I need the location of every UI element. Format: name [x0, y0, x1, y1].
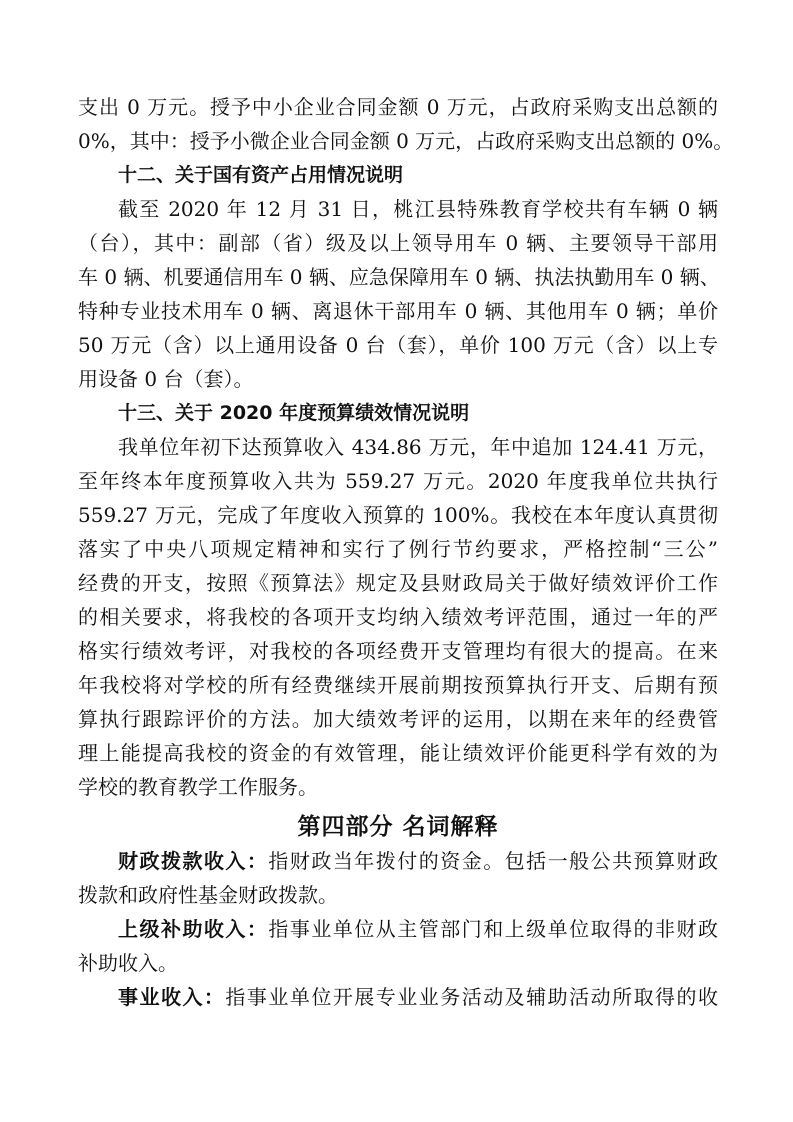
paragraph-line: 学校的教育教学工作服务。: [78, 775, 318, 799]
paragraph-line: 0%，其中：授予小微企业合同金额 0 万元，占政府采购支出总额的 0%。: [78, 129, 734, 153]
paragraph-line: 我单位年初下达预算收入 434.86 万元，年中追加 124.41 万元，: [118, 435, 718, 459]
paragraph-line: 格实行绩效考评，对我校的各项经费开支管理均有很大的提高。在来: [78, 639, 718, 663]
paragraph-line: 支出 0 万元。授予中小企业合同金额 0 万元，占政府采购支出总额的: [78, 95, 718, 119]
paragraph-line: 用设备 0 台（套）。: [78, 367, 254, 391]
paragraph-line: 559.27 万元，完成了年度收入预算的 100%。我校在本年度认真贯彻: [78, 503, 718, 527]
part4-title: 第四部分 名词解释: [297, 814, 499, 840]
definition-line: 补助收入。: [78, 951, 178, 975]
paragraph-line: 的相关要求，将我校的各项开支均纳入绩效考评范围，通过一年的严: [78, 605, 718, 629]
term-label: 上级补助收入：: [118, 917, 269, 941]
section-heading-12: 十二、关于国有资产占用情况说明: [118, 164, 404, 186]
section-heading-13: 十三、关于 2020 年度预算绩效情况说明: [118, 402, 470, 424]
paragraph-line: 车 0 辆、机要通信用车 0 辆、应急保障用车 0 辆、执法执勤用车 0 辆、: [78, 265, 720, 289]
term-label: 财政拨款收入：: [118, 849, 269, 873]
term-label: 事业收入：: [118, 985, 226, 1009]
paragraph-line: 年我校将对学校的所有经费继续开展前期按预算执行开支、后期有预: [78, 673, 718, 697]
paragraph-line: 经费的开支，按照《预算法》规定及县财政局关于做好绩效评价工作: [78, 571, 718, 595]
paragraph-line: 理上能提高我校的资金的有效管理，能让绩效评价能更科学有效的为: [78, 741, 718, 765]
paragraph-line: 至年终本年度预算收入共为 559.27 万元。2020 年度我单位共执行: [78, 469, 718, 493]
paragraph-line: 算执行跟踪评价的方法。加大绩效考评的运用，以期在来年的经费管: [78, 707, 718, 731]
definition-line: [118, 849, 718, 873]
definition-line: 拨款和政府性基金财政拨款。: [78, 883, 338, 907]
paragraph-line: 截至 2020 年 12 月 31 日，桃江县特殊教育学校共有车辆 0 辆: [118, 197, 718, 221]
paragraph-line: 50 万元（含）以上通用设备 0 台（套），单价 100 万元（含）以上专: [78, 333, 718, 357]
paragraph-line: 特种专业技术用车 0 辆、离退休干部用车 0 辆、其他用车 0 辆；单价: [78, 299, 718, 323]
paragraph-line: （台），其中：副部（省）级及以上领导用车 0 辆、主要领导干部用: [78, 231, 718, 255]
term-definition: 指事业单位开展专业业务活动及辅助活动所取得的收: [225, 985, 719, 1009]
term-definition: 指事业单位从主管部门和上级单位取得的非财政: [268, 917, 719, 941]
definition-line: [118, 985, 718, 1009]
term-definition: 指财政当年拨付的资金。包括一般公共预算财政: [268, 849, 719, 873]
paragraph-line: 落实了中央八项规定精神和实行了例行节约要求，严格控制“三公”: [78, 537, 718, 561]
definition-line: [118, 917, 718, 941]
